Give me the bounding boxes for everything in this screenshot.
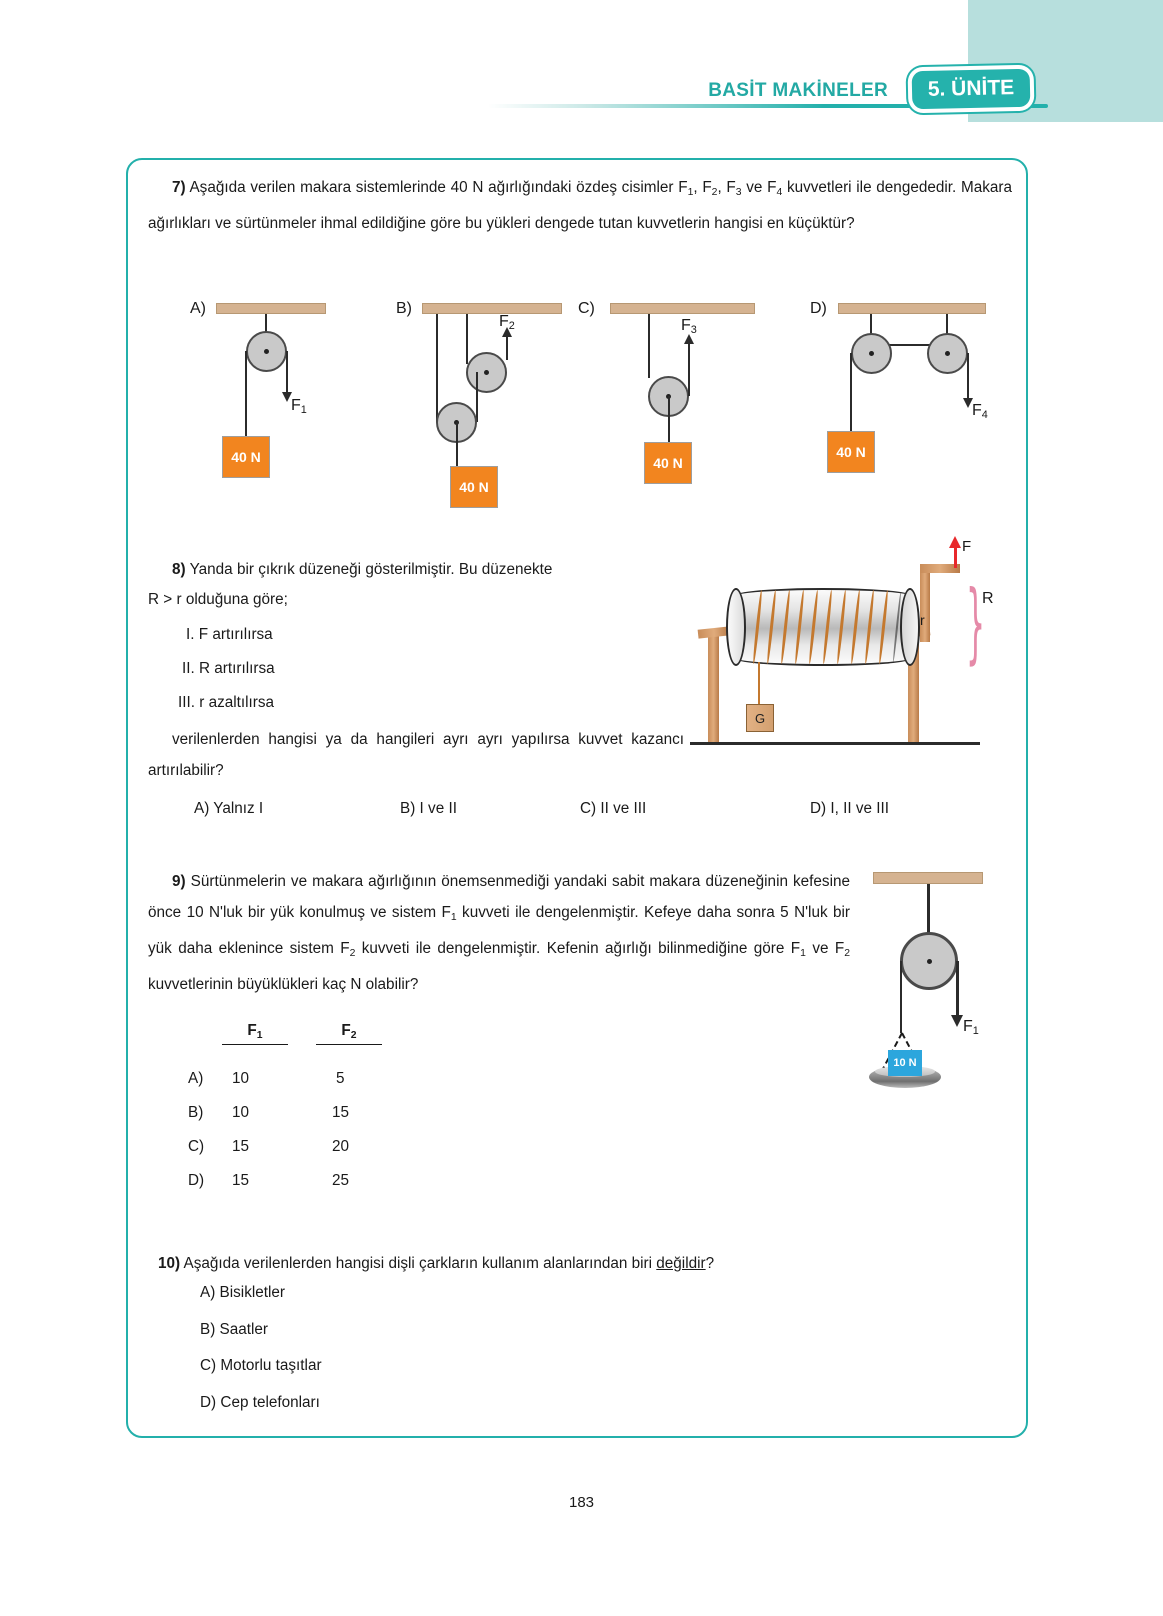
- winch-drum-cap-left: [726, 588, 746, 666]
- q10-option-c[interactable]: C) Motorlu taşıtlar: [200, 1357, 322, 1374]
- q7-b-rope-left: [436, 314, 438, 422]
- winch-load-box: G: [746, 704, 774, 732]
- q7-a-force-label: $F_1$: [291, 397, 307, 417]
- q7-c-rope-left: [648, 314, 650, 378]
- question-8-number: 8): [172, 561, 186, 578]
- question-7-text: 7) Aşağıda verilen makara sistemlerinde 40 N ağırlığındaki özdeş cisimler $F_1$, $F_2$, $F_3$ ve $F_4$ kuvvetleri ile dengededir. Makara ağırlıkları ve sürtünmeler ihmal edildiğine göre bu yükleri dengede tutan kuvvetlerin hangisi en küçüktür?: [148, 179, 1012, 232]
- q9-row-d-f2[interactable]: 25: [332, 1172, 350, 1189]
- question-8-roman-2: II. R artırılırsa: [182, 660, 275, 677]
- q7-d-pulley-left: [851, 333, 892, 374]
- q7-option-d-letter: D): [810, 300, 827, 317]
- q7-b-beam: [422, 303, 562, 314]
- q9-rope-left: [900, 961, 902, 1033]
- question-8-winch-diagram: [690, 532, 1010, 754]
- q7-a-pulley: [246, 331, 287, 372]
- question-8-body: Yanda bir çıkrık düzeneği gösterilmiştir. Bu düzenekte: [189, 561, 553, 578]
- q9-header-f1: $F_1$: [222, 1022, 288, 1045]
- q7-d-rope-force: [967, 353, 969, 401]
- q7-a-rope-right: [286, 351, 288, 394]
- q9-rope-hanger: [927, 884, 930, 936]
- q7-d-rope-load: [850, 353, 852, 441]
- q7-b-force-label: $F_2$: [499, 313, 515, 333]
- winch-ground-line: [690, 742, 980, 745]
- question-10-body-before: Aşağıda verilenlerden hangisi dişli çarkların kullanım alanlarından biri: [183, 1255, 657, 1272]
- q7-option-b-letter: B): [396, 300, 412, 317]
- question-7-number: 7): [172, 179, 186, 196]
- q10-option-d[interactable]: D) Cep telefonları: [200, 1394, 320, 1411]
- q7-option-a-letter: A): [190, 300, 206, 317]
- q7-a-rope-left: [245, 351, 247, 446]
- question-8-roman-3: III. r azaltılırsa: [178, 694, 275, 711]
- q7-c-beam: [610, 303, 755, 314]
- q9-row-b-letter: B): [188, 1104, 204, 1121]
- question-10-emphasis: değildir: [656, 1255, 706, 1272]
- winch-force-label: F: [962, 538, 972, 555]
- unit-badge: 5. ÜNİTE: [912, 69, 1031, 109]
- question-10-number: 10): [158, 1255, 181, 1272]
- q9-row-a-letter: A): [188, 1070, 204, 1087]
- q8-option-d[interactable]: D) I, II ve III: [810, 800, 890, 817]
- winch-force-arrow: [949, 536, 961, 548]
- q9-row-c-f1[interactable]: 15: [232, 1138, 250, 1155]
- q9-row-b-f2[interactable]: 15: [332, 1104, 350, 1121]
- q9-beam: [873, 872, 983, 884]
- question-9-diagram: [855, 862, 1020, 1097]
- q10-option-a[interactable]: A) Bisikletler: [200, 1284, 285, 1301]
- q7-c-force-label: $F_3$: [681, 317, 697, 337]
- q9-load-box: 10 N: [888, 1050, 922, 1076]
- q9-row-d-f1[interactable]: 15: [232, 1172, 250, 1189]
- q7-c-rope-force: [688, 344, 690, 396]
- question-8-condition: R > r olduğuna göre;: [148, 591, 288, 608]
- q7-b-rope-force: [506, 336, 508, 360]
- question-8-tail: verilenlerden hangisi ya da hangileri ayrı ayrı yapılırsa kuvvet kazancı artırılabilir?: [148, 731, 684, 779]
- q7-b-weight: 40 N: [450, 466, 498, 508]
- winch-post-left: [708, 632, 719, 744]
- q7-d-pulley-right: [927, 333, 968, 374]
- q9-header-f2: $F_2$: [316, 1022, 382, 1045]
- q8-option-a[interactable]: A) Yalnız I: [194, 800, 264, 817]
- winch-radius-big-label: R: [982, 590, 994, 607]
- question-8-text: [148, 554, 684, 585]
- q9-force-arrow: [951, 1015, 963, 1027]
- q7-b-rope-mid: [466, 314, 468, 364]
- q7-a-beam: [216, 303, 326, 314]
- winch-load-rope: [758, 662, 760, 708]
- q9-row-c-f2[interactable]: 20: [332, 1138, 350, 1155]
- q9-row-d-letter: D): [188, 1172, 205, 1189]
- q7-d-beam: [838, 303, 986, 314]
- q9-rope-right: [956, 961, 959, 1019]
- q7-c-rope-load: [668, 396, 670, 442]
- winch-crank-vertical: [920, 564, 930, 642]
- winch-radius-small-label: r: [920, 612, 925, 628]
- question-10-text: [158, 1248, 948, 1279]
- winch-force-stem: [954, 546, 957, 568]
- q7-option-c-letter: C): [578, 300, 595, 317]
- q7-d-weight: 40 N: [827, 431, 875, 473]
- q7-c-weight: 40 N: [644, 442, 692, 484]
- question-9-number: 9): [172, 873, 186, 890]
- page-number: 183: [568, 1494, 595, 1511]
- question-8-roman-1: I. F artırılırsa: [186, 626, 273, 643]
- question-10-body-after: ?: [705, 1255, 715, 1272]
- q7-a-weight: 40 N: [222, 436, 270, 478]
- q9-row-c-letter: C): [188, 1138, 205, 1155]
- q9-row-a-f1[interactable]: 10: [232, 1070, 250, 1087]
- q7-b-rope-down: [476, 372, 478, 422]
- q7-b-pulley-upper: [466, 352, 507, 393]
- winch-radius-brace: }: [966, 574, 986, 676]
- q9-force-label: $F_1$: [963, 1018, 979, 1038]
- q9-row-a-f2[interactable]: 5: [336, 1070, 345, 1087]
- q8-option-b[interactable]: B) I ve II: [400, 800, 457, 817]
- header-title: BASİT MAKİNELER: [708, 80, 888, 101]
- q9-row-b-f1[interactable]: 10: [232, 1104, 250, 1121]
- question-9-text: 9) Sürtünmelerin ve makara ağırlığının önemsenmediği yandaki sabit makara düzeneğinin kefesine önce 10 N'luk bir yük konulmuş ve sistem $F_1$ kuvveti ile dengelenmiştir. Kefeye daha sonra 5 N'luk bir yük daha eklenince sistem $F_2$ kuvveti ile dengelenmiştir. Kefenin ağırlığı bilinmediğine göre $F_1$ ve $F_2$ kuvvetlerinin büyüklükleri kaç N olabilir?: [148, 873, 850, 993]
- q7-b-rope-load: [456, 422, 458, 466]
- q9-pulley: [900, 932, 958, 990]
- q10-option-b[interactable]: B) Saatler: [200, 1321, 269, 1338]
- q7-d-force-label: $F_4$: [972, 402, 988, 422]
- q8-option-c[interactable]: C) II ve III: [580, 800, 647, 817]
- winch-drum-cap-right: [900, 588, 920, 666]
